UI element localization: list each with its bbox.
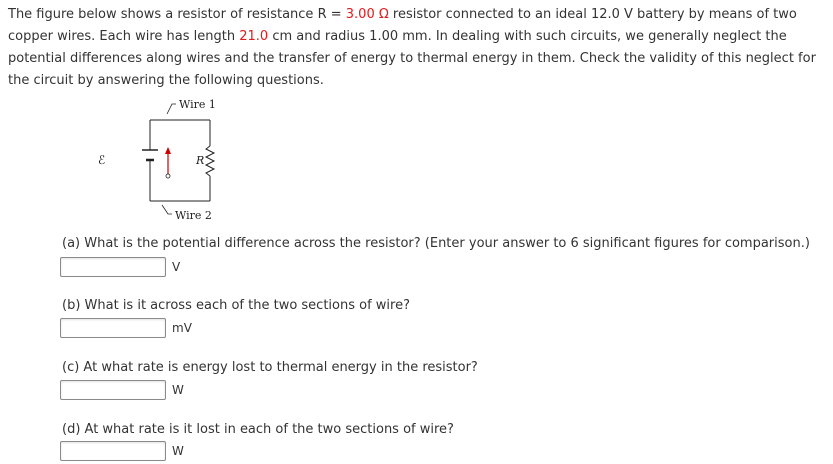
wire2-label: Wire 2 [175,209,212,222]
current-arrowhead [165,147,171,154]
intro-text-1: The figure below shows a resistor of resistance R = [8,7,346,22]
unit-a: V [172,260,181,274]
question-c: (c) At what rate is energy lost to thermal energy in the resistor? [62,360,478,375]
emf-label: ℰ [98,153,106,167]
unit-b: mV [172,321,192,335]
question-b: (b) What is it across each of the two sections of wire? [62,298,410,313]
circuit-figure [60,92,260,226]
answer-input-b[interactable] [60,318,166,338]
resistance-value: 3.00 Ω [345,7,389,22]
question-d: (d) At what rate is it lost in each of the two sections of wire? [62,422,454,437]
question-a: (a) What is the potential difference across the resistor? (Enter your answer to 6 significant figures for comparison.) [62,236,810,251]
answer-row-b [60,318,192,338]
resistor-zigzag [206,146,214,176]
resistor-label: R [196,154,205,167]
wire1-label: Wire 1 [179,98,216,111]
intro-text-2: resistor connected to an ideal 12.0 V battery by means of two copper wires. Each wire has length [8,7,797,44]
unit-c: W [172,383,184,397]
answer-row-a [60,257,180,277]
wire-length-value: 21.0 [239,29,269,44]
answer-input-a[interactable] [60,257,166,277]
answer-input-d[interactable] [60,441,166,461]
answer-row-c [60,380,184,400]
problem-statement [8,4,828,92]
answer-row-d [60,441,184,461]
answer-input-c[interactable] [60,380,166,400]
intro-text-3: cm and radius 1.00 mm. In dealing with such circuits, we generally neglect the potential differences along wires and the transfer of energy to thermal energy in them. Check the validity of this neglect for the circuit by answering the following questions. [8,29,816,88]
unit-d: W [172,444,184,458]
